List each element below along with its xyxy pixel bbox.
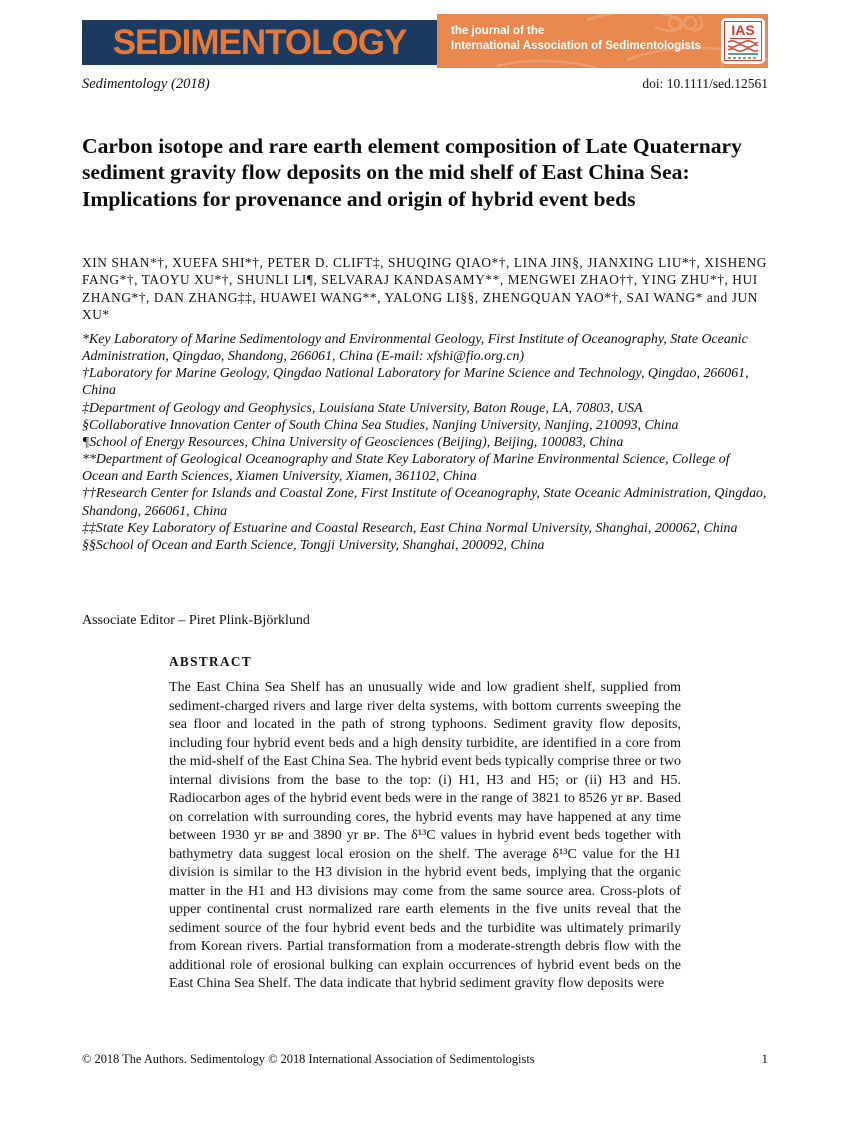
affiliation-item: ‡‡State Key Laboratory of Estuarine and Coastal Research, East China Normal University, Shanghai, 200062, China (82, 520, 738, 536)
affiliation-item: *Key Laboratory of Marine Sedimentology and Environmental Geology, First Institute of Oceanography, State Oceanic Administration, Qingdao, Shandong, 266061, China (E-mail: xfshi@fio.org.cn) (82, 332, 748, 365)
affiliation-item: §Collaborative Innovation Center of South China Sea Studies, Nanjing University, Nanjing, 210093, China (82, 417, 679, 433)
affiliations-block (82, 331, 768, 554)
author-list: XIN SHAN*†, XUEFA SHI*†, PETER D. CLIFT‡, SHUQING QIAO*†, LINA JIN§, JIANXING LIU*†, XISHENG FANG*†, TAOYU XU*†, SHUNLI LI¶, SELVARAJ KANDASAMY**, MENGWEI ZHAO††, YING ZHU*†, HUI ZHANG*†, DAN ZHANG‡‡, HUAWEI WANG**, YALONG LI§§, ZHENGQUAN YAO*†, SAI WANG* and JUN XU* (82, 255, 767, 322)
tagline-line1: the journal of the (451, 25, 545, 37)
affiliation-item: †Laboratory for Marine Geology, Qingdao National Laboratory for Marine Science and Technology, Qingdao, 266061, China (82, 366, 749, 399)
abstract-heading: ABSTRACT (169, 654, 253, 669)
affiliation-item: §§School of Ocean and Earth Science, Tongji University, Shanghai, 200092, China (82, 537, 545, 553)
banner-navy-panel (82, 20, 437, 65)
ias-strata-icon (727, 40, 759, 60)
abstract-text: The East China Sea Shelf has an unusually wide and low gradient shelf, supplied from sediment-charged rivers and large river delta systems, with bottom currents sweeping the sea floor and located in the path of strong typhoons. Sediment gravity flow deposits, including four hybrid event beds and a high density turbidite, are identified in a core from the mid-shelf of the East China Sea. The hybrid event beds typically comprise three or two internal divisions from the base to the top: (i) H1, H3 and H5; or (ii) H3 and H5. Radiocarbon ages of the hybrid event beds were in the range of 3821 to 8526 yr ʙᴘ. Based on correlation with surrounding cores, the hybrid events may have happened at any time between 1930 yr ʙᴘ and 3890 yr ʙᴘ. The δ¹³C values in hybrid event beds together with bathymetry data suggest local erosion on the shelf. The average δ¹³C value for the H1 division is similar to the H3 division in the hybrid event beds, implying that the organic matter in the H1 and H3 divisions may come from the same source area. Cross-plots of upper continental crust normalized rare earth elements in the five units reveal that the sediment source of the four hybrid event beds and the turbidite was ultimately primarily from Korean rivers. Partial transformation from a moderate-strength debris flow with the additional role of erosional bulking can explain occurrences of hybrid event beds on the East China Sea Shelf. The data indicate that hybrid sediment gravity flow deposits were (169, 679, 681, 991)
ias-logo-text: IAS (731, 22, 755, 38)
banner-orange-panel (437, 14, 768, 68)
ias-logo-frame (724, 21, 762, 61)
article-title: Carbon isotope and rare earth element composition of Late Quaternary sediment gravity flow deposits on the mid shelf of East China Sea: Implications for provenance and origin of hybrid event beds (82, 134, 742, 211)
ias-logo (721, 18, 765, 64)
masthead (82, 76, 768, 93)
tagline-line2: International Association of Sedimentologists (451, 39, 702, 52)
associate-editor-line: Associate Editor – Piret Plink-Björklund (82, 613, 310, 628)
page-number: 1 (761, 1051, 768, 1066)
affiliation-item: ††Research Center for Islands and Coastal Zone, First Institute of Oceanography, State Oceanic Administration, Qingdao, Shandong, 266061, China (82, 486, 767, 519)
page-footer (82, 1051, 768, 1067)
affiliation-item: ‡Department of Geology and Geophysics, Louisiana State University, Baton Rouge, LA, 70803, USA (82, 400, 643, 416)
journal-banner (82, 14, 768, 68)
journal-issue: Sedimentology (2018) (82, 76, 210, 92)
copyright-line: © 2018 The Authors. Sedimentology © 2018 International Association of Sedimentologists (82, 1052, 535, 1066)
affiliation-item: ¶School of Energy Resources, China University of Geosciences (Beijing), Beijing, 100083, China (82, 434, 624, 450)
doi-text: doi: 10.1111/sed.12561 (642, 76, 768, 91)
journal-name: SEDIMENTOLOGY (112, 23, 407, 62)
journal-tagline (451, 24, 721, 53)
affiliation-item: **Department of Geological Oceanography and State Key Laboratory of Marine Environmental Science, College of Ocean and Earth Sciences, Xiamen University, Xiamen, 361102, China (82, 452, 730, 485)
